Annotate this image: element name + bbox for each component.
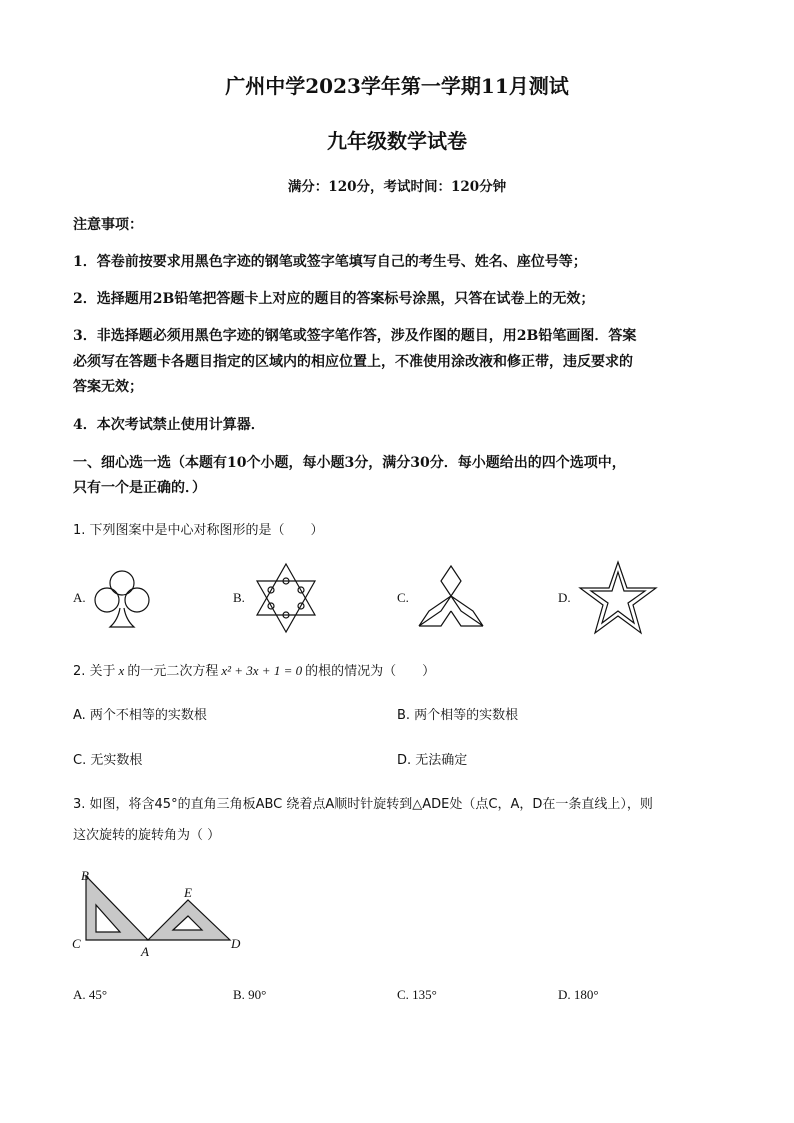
q2-option-a: A. 两个不相等的实数根 [73,708,207,723]
q3-option-a: A. 45° [73,987,108,1002]
q3-option-d: D. 180° [558,987,599,1002]
notice-item: 2．选择题用2B铅笔把答题卡上对应的题目的答案标号涂黑，只答在试卷上的无效； [73,291,595,307]
question-3-stem: 3. 如图，将含45°的直角三角板ABC 绕着点A顺时针旋转到△ADE处（点C，A，D在一条直线上），则 [73,797,653,812]
double-star-figure [578,561,658,635]
hexagram-figure [250,562,322,634]
q2-variable: x [118,663,125,678]
three-diamonds-figure [417,564,485,628]
q1-option-a-label: A. [73,590,86,605]
notice-heading: 注意事项： [73,217,143,233]
q3-option-b: B. 90° [233,987,267,1002]
rotation-triangles-figure [70,866,250,961]
exam-subtitle: 九年级数学试卷 [327,129,467,153]
notice-item: 必须写在答题卡各题目指定的区域内的相应位置上，不准使用涂改液和修正带，违反要求的 [73,354,633,370]
q2-stem-prefix: 2. 关于 [73,664,116,679]
label-a: A [141,944,149,959]
question-2-stem [73,660,435,679]
question-1-stem: 1. 下列图案中是中心对称图形的是（ ） [73,523,324,538]
club-figure [90,566,154,630]
section-heading: 只有一个是正确的．） [73,480,206,496]
q2-equation: x² + 3x + 1 = 0 [221,663,303,678]
exam-info: 满分：120分，考试时间：120分钟 [287,179,507,195]
q2-option-d: D. 无法确定 [397,753,468,768]
q2-stem-mid: 的一元二次方程 [127,664,219,679]
notice-item: 答案无效； [73,379,143,395]
label-b: B [81,868,89,883]
q3-option-c: C. 135° [397,987,437,1002]
q1-option-c-label: C. [397,590,409,605]
exam-title: 广州中学2023学年第一学期11月测试 [225,74,569,98]
label-c: C [72,936,81,951]
q2-stem-suffix: 的根的情况为（ ） [305,664,436,679]
notice-item: 4．本次考试禁止使用计算器． [73,417,265,433]
label-e: E [184,885,192,900]
label-d: D [231,936,241,951]
q2-option-c: C. 无实数根 [73,753,143,768]
q1-option-d-label: D. [558,590,571,605]
notice-item: 3．非选择题必须用黑色字迹的钢笔或签字笔作答，涉及作图的题目，用2B铅笔画图．答案 [73,328,637,344]
q2-option-b: B. 两个相等的实数根 [397,708,519,723]
q1-option-b-label: B. [233,590,245,605]
question-3-stem-continued: 这次旋转的旋转角为（ ） [73,828,221,843]
section-heading: 一、细心选一选（本题有10个小题，每小题3分，满分30分．每小题给出的四个选项中， [73,455,626,471]
notice-item: 1．答卷前按要求用黑色字迹的钢笔或签字笔填写自己的考生号、姓名、座位号等； [73,254,587,270]
